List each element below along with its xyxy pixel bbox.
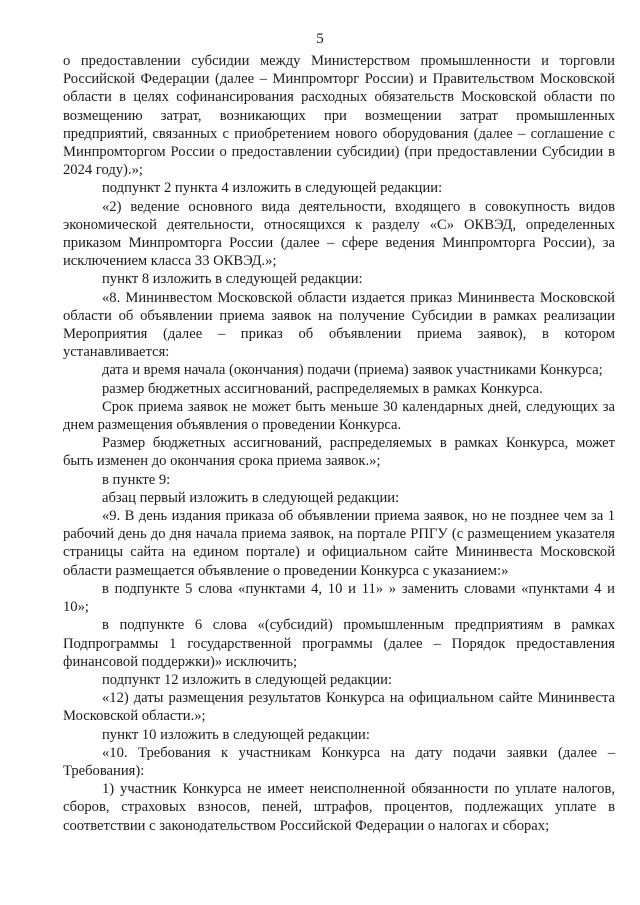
paragraph-6: дата и время начала (окончания) подачи (приема) заявок участниками Конкурса;: [102, 362, 603, 379]
paragraph-16: «12) даты размещения результатов Конкурса на официальном сайте Мининвеста Московской области.»;: [63, 690, 615, 725]
paragraph-14: в подпункте 6 слова «(субсидий) промышленным предприятиям в рамках Подпрограммы 1 государственной программы (далее – Порядок предоставления финансовой поддержки)» исключить;: [63, 617, 615, 670]
paragraph-11: абзац первый изложить в следующей редакции:: [102, 489, 400, 506]
paragraph-2: подпункт 2 пункта 4 изложить в следующей редакции:: [102, 180, 443, 197]
paragraph-12: «9. В день издания приказа об объявлении приема заявок, но не позднее чем за 1 рабочий день до дня начала приема заявок, на портале РПГУ (с размещением указателя страницы сайта на едином портале) и официальном сайте Мининвеста Московской области размещается объявление о проведении Конкурса с указанием:»: [63, 508, 615, 579]
page-number: 5: [316, 31, 324, 47]
paragraph-10: в пункте 9:: [102, 471, 171, 488]
paragraph-13: в подпункте 5 слова «пунктами 4, 10 и 11» » заменить словами «пунктами 4 и 10»;: [63, 580, 615, 616]
paragraph-5: «8. Mининвестом Московской области издается приказ Мининвеста Московской области об объявлении приема заявок на получение Субсидии в рамках реализации Мероприятия (далее – приказ об объявлении приема заявок), в котором устанавливается:: [63, 289, 615, 361]
document-body: [63, 52, 615, 835]
paragraph-18: «10. Требования к участникам Конкурса на дату подачи заявки (далее – Требования):: [63, 744, 615, 779]
paragraph-15: подпункт 12 изложить в следующей редакции:: [102, 671, 393, 688]
paragraph-9: Размер бюджетных ассигнований, распределяемых в рамках Конкурса, может быть изменен до окончания срока приема заявок.»;: [63, 435, 615, 470]
paragraph-17: пункт 10 изложить в следующей редакции:: [102, 726, 370, 743]
paragraph-4: пункт 8 изложить в следующей редакции:: [102, 271, 363, 288]
paragraph-1: о предоставлении субсидии между Министерством промышленности и торговли Российской Федерации (далее – Минпромторг России) и Правительством Московской области в целях софинансирования расходных обязательств Московской области по возмещению затрат, возникающих при возмещении затрат промышленных предприятий, связанных с приобретением нового оборудования (далее – соглашение с Минпромторгом России о предоставлении субсидии) (при предоставлении Субсидии в 2024 году).»;: [63, 53, 615, 179]
paragraph-8: Срок приема заявок не может быть меньше 30 календарных дней, следующих за днем размещения объявления о проведении Конкурса.: [63, 398, 615, 434]
paragraph-7: размер бюджетных ассигнований, распределяемых в рамках Конкурса.: [102, 380, 543, 397]
paragraph-3: «2) ведение основного вида деятельности, входящего в совокупность видов экономической деятельности, относящихся к разделу «С» ОКВЭД, определенных приказом Минпромторга России (далее – сфере ведения Минпромторга России), за исключением класса 33 ОКВЭД.»;: [63, 198, 615, 270]
paragraph-19: 1) участник Конкурса не имеет неисполненной обязанности по уплате налогов, сборов, страховых взносов, пеней, штрафов, процентов, подлежащих уплате в соответствии с законодательством Российской Федерации о налогах и сборах;: [63, 781, 615, 834]
